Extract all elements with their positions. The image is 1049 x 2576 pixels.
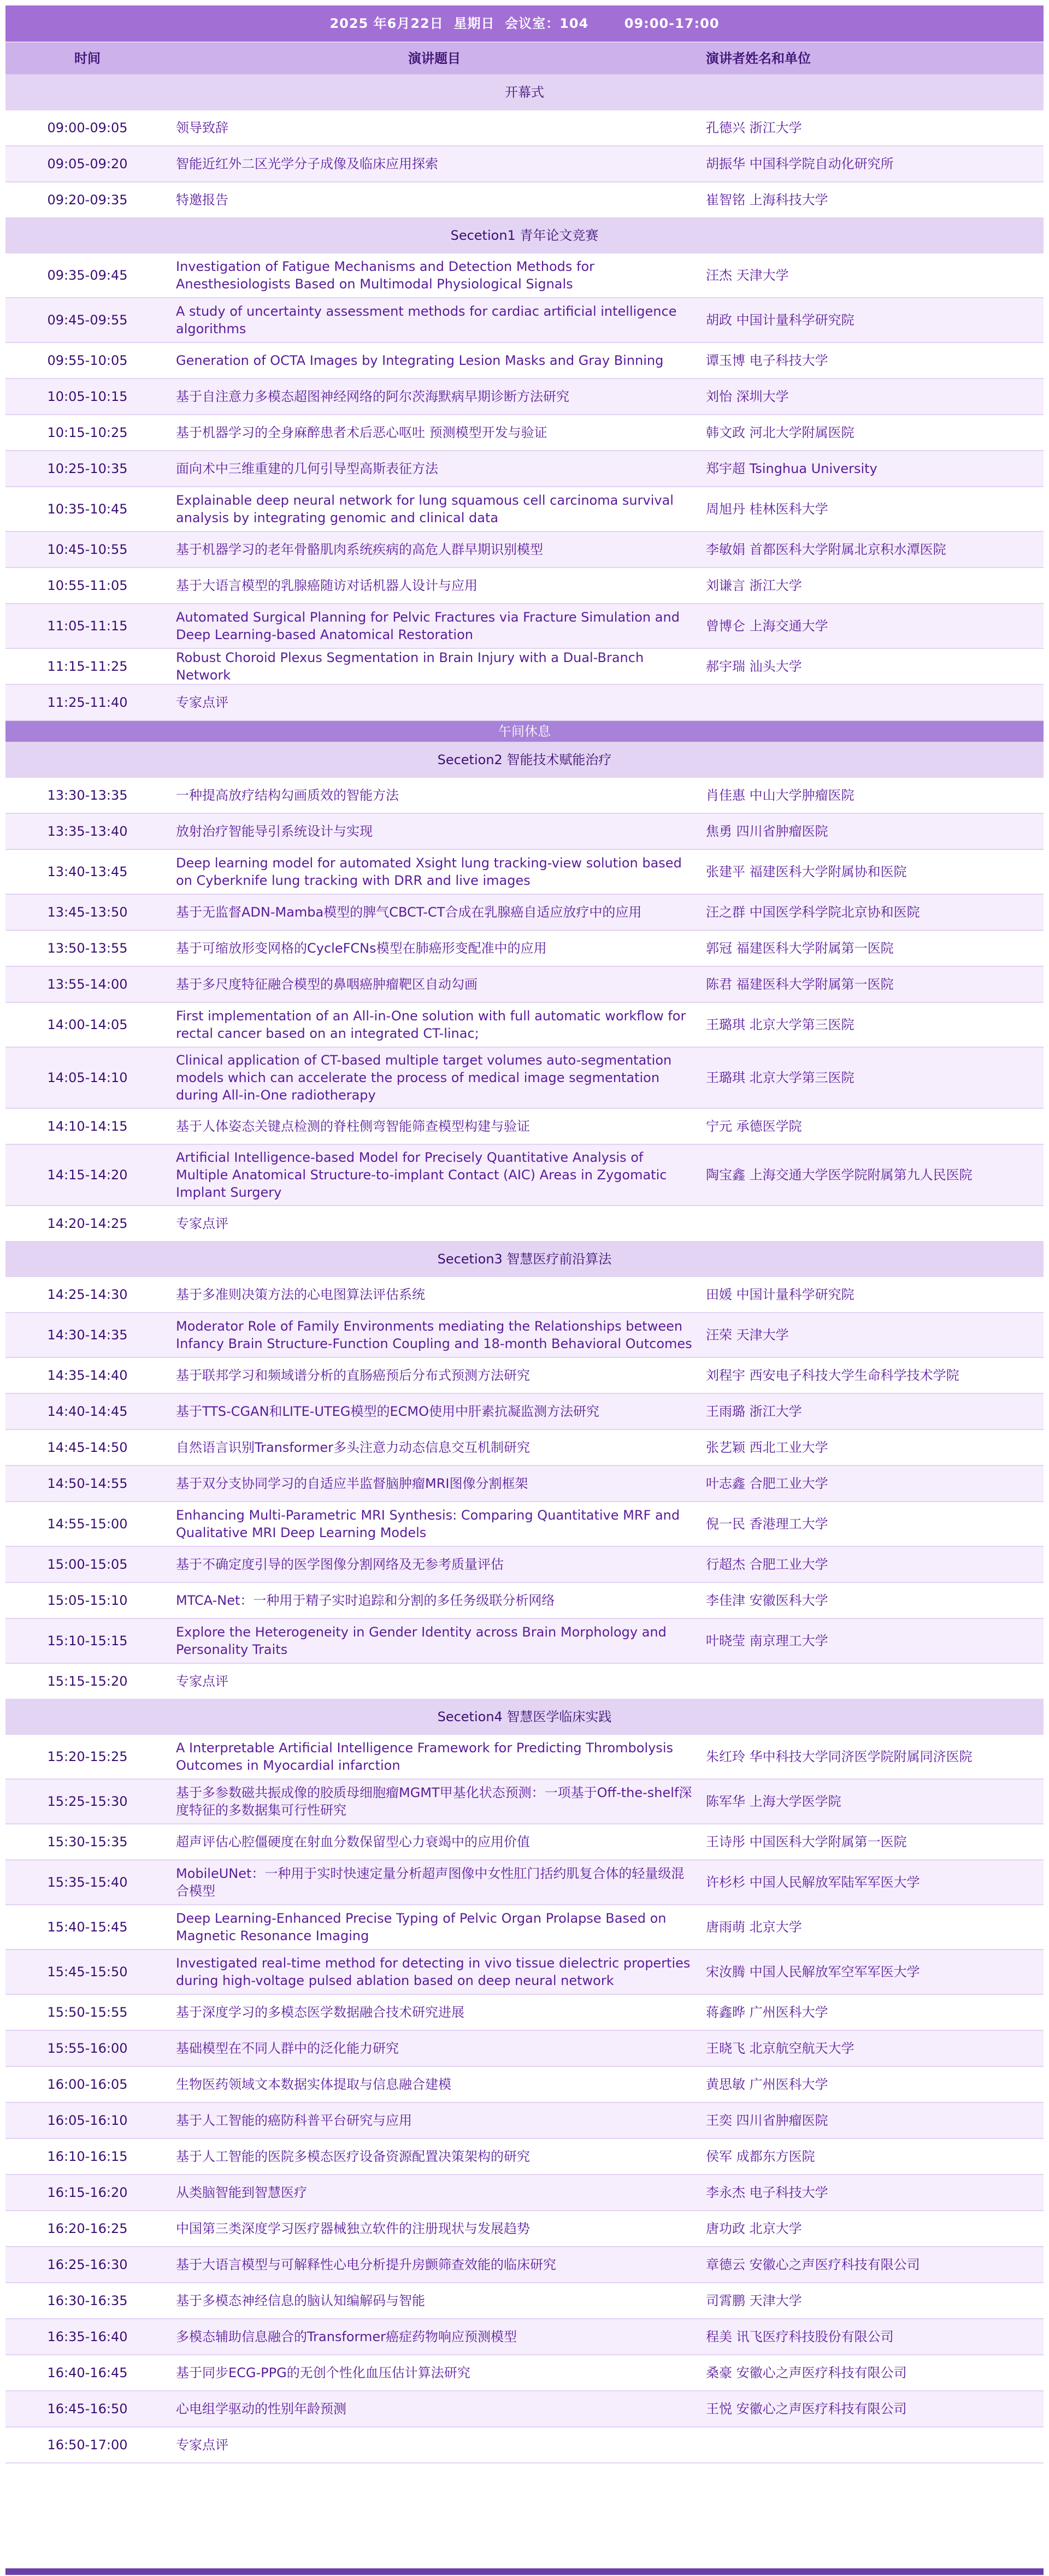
session-time: 13:55-14:00 (5, 966, 169, 1002)
session-title: 中国第三类深度学习医疗器械独立软件的注册现状与发展趋势 (169, 2211, 699, 2247)
session-speaker: 张艺颖 西北工业大学 (699, 1429, 1044, 1466)
session-title: 从类脑智能到智慧医疗 (169, 2175, 699, 2211)
session-time: 14:15-14:20 (5, 1144, 169, 1206)
session-title: Deep learning model for automated Xsight lung tracking-view solution based on Cyberknife lung tracking with DRR and live images (169, 849, 699, 894)
session-title: 基于自注意力多模态超图神经网络的阿尔茨海默病早期诊断方法研究 (169, 379, 699, 415)
session-title: Artificial Intelligence-based Model for Precisely Quantitative Analysis of Multiple Anatomical Structure-to-implant Contact (AIC) Areas in Zygomatic Implant Surgery (169, 1144, 699, 1206)
session-time: 10:45-10:55 (5, 531, 169, 568)
session-title: Clinical application of CT-based multiple target volumes auto-segmentation models which can accelerate the process of medical image segmentation during All-in-One radiotherapy (169, 1047, 699, 1108)
session-time: 09:55-10:05 (5, 342, 169, 379)
section-title: Secetion2 智能技术赋能治疗 (5, 742, 1044, 777)
session-row (5, 1144, 1044, 1206)
column-header-time: 时间 (5, 42, 169, 75)
session-time: 13:30-13:35 (5, 777, 169, 813)
session-speaker: 胡振华 中国科学院自动化研究所 (699, 146, 1044, 182)
session-row (5, 684, 1044, 720)
session-title: 基于深度学习的多模态医学数据融合技术研究进展 (169, 1994, 699, 2030)
session-row (5, 1949, 1044, 1994)
session-row (5, 1393, 1044, 1429)
session-speaker: 郑宇超 Tsinghua University (699, 451, 1044, 487)
session-title: Explore the Heterogeneity in Gender Identity across Brain Morphology and Personality Traits (169, 1618, 699, 1663)
session-speaker: 王奕 四川省肿瘤医院 (699, 2102, 1044, 2138)
session-speaker: 倪一民 香港理工大学 (699, 1502, 1044, 1546)
section-header (5, 75, 1044, 110)
session-title: 专家点评 (169, 1663, 699, 1699)
session-row (5, 568, 1044, 604)
session-speaker: 孔德兴 浙江大学 (699, 110, 1044, 146)
session-time: 16:00-16:05 (5, 2066, 169, 2102)
session-time: 15:35-15:40 (5, 1860, 169, 1905)
session-time: 15:40-15:45 (5, 1905, 169, 1949)
session-row (5, 2211, 1044, 2247)
session-row (5, 1734, 1044, 1779)
session-speaker: 许杉杉 中国人民解放军陆军军医大学 (699, 1860, 1044, 1905)
session-time: 14:25-14:30 (5, 1277, 169, 1313)
session-speaker: 李永杰 电子科技大学 (699, 2175, 1044, 2211)
session-title: 基于人工智能的医院多模态医疗设备资源配置决策架构的研究 (169, 2138, 699, 2175)
session-title: Enhancing Multi-Parametric MRI Synthesis: Comparing Quantitative MRF and Qualitative MRI Deep Learning Models (169, 1502, 699, 1546)
session-speaker: 肖佳惠 中山大学肿瘤医院 (699, 777, 1044, 813)
session-speaker: 宁元 承德医学院 (699, 1108, 1044, 1144)
session-speaker: 周旭丹 桂林医科大学 (699, 487, 1044, 531)
session-speaker: 陈军华 上海大学医学院 (699, 1779, 1044, 1824)
session-time: 16:40-16:45 (5, 2355, 169, 2391)
session-speaker: 黄思敏 广州医科大学 (699, 2066, 1044, 2102)
session-time: 15:50-15:55 (5, 1994, 169, 2030)
session-row (5, 777, 1044, 813)
section-title: Secetion3 智慧医疗前沿算法 (5, 1242, 1044, 1277)
section-title: Secetion1 青年论文竞赛 (5, 218, 1044, 253)
session-title: 基于不确定度引导的医学图像分割网络及无参考质量评估 (169, 1546, 699, 1582)
session-title: Investigated real-time method for detecting in vivo tissue dielectric properties during high-voltage pulsed ablation based on deep neural network (169, 1949, 699, 1994)
session-speaker: 桑豪 安徽心之声医疗科技有限公司 (699, 2355, 1044, 2391)
session-row (5, 1582, 1044, 1618)
session-title: 基于多参数磁共振成像的胶质母细胞瘤MGMT甲基化状态预测：一项基于Off-the-shelf深度特征的多数据集可行性研究 (169, 1779, 699, 1824)
session-time: 14:10-14:15 (5, 1108, 169, 1144)
session-title: 基于大语言模型的乳腺癌随访对话机器人设计与应用 (169, 568, 699, 604)
session-speaker (699, 684, 1044, 720)
session-speaker: 唐功政 北京大学 (699, 2211, 1044, 2247)
session-time: 14:00-14:05 (5, 1002, 169, 1047)
session-speaker: 王雨璐 浙江大学 (699, 1393, 1044, 1429)
session-speaker: 陈君 福建医科大学附属第一医院 (699, 966, 1044, 1002)
session-speaker (699, 1663, 1044, 1699)
session-time: 16:25-16:30 (5, 2247, 169, 2283)
session-title: 心电组学驱动的性别年龄预测 (169, 2391, 699, 2427)
session-time: 09:35-09:45 (5, 253, 169, 298)
session-row (5, 2355, 1044, 2391)
session-speaker: 叶晓莹 南京理工大学 (699, 1618, 1044, 1663)
session-time: 09:20-09:35 (5, 182, 169, 218)
schedule-table (5, 5, 1044, 2463)
break-row (5, 720, 1044, 742)
session-speaker: 朱红玲 华中科技大学同济医学院附属同济医院 (699, 1734, 1044, 1779)
session-speaker: 刘怡 深圳大学 (699, 379, 1044, 415)
session-speaker: 韩文政 河北大学附属医院 (699, 415, 1044, 451)
session-speaker: 谭玉博 电子科技大学 (699, 342, 1044, 379)
session-speaker: 刘程宇 西安电子科技大学生命科学技术学院 (699, 1357, 1044, 1393)
session-time: 10:05-10:15 (5, 379, 169, 415)
session-time: 16:30-16:35 (5, 2283, 169, 2319)
session-speaker: 胡政 中国计量科学研究院 (699, 298, 1044, 342)
session-title: 基于机器学习的全身麻醉患者术后恶心呕吐 预测模型开发与验证 (169, 415, 699, 451)
session-title: First implementation of an All-in-One solution with full automatic workflow for rectal cancer based on an integrated CT-linac; (169, 1002, 699, 1047)
session-time: 09:45-09:55 (5, 298, 169, 342)
section-header (5, 742, 1044, 777)
session-row (5, 342, 1044, 379)
header-date: 2025 年6月22日 (329, 16, 444, 31)
session-title: 特邀报告 (169, 182, 699, 218)
session-time: 14:45-14:50 (5, 1429, 169, 1466)
column-header-speaker: 演讲者姓名和单位 (699, 42, 1044, 75)
session-speaker: 李敏娟 首都医科大学附属北京积水潭医院 (699, 531, 1044, 568)
session-row (5, 648, 1044, 684)
session-row (5, 1824, 1044, 1860)
session-row (5, 531, 1044, 568)
session-title: 基于多模态神经信息的脑认知编解码与智能 (169, 2283, 699, 2319)
session-time: 16:50-17:00 (5, 2427, 169, 2463)
session-row (5, 813, 1044, 849)
session-time: 16:10-16:15 (5, 2138, 169, 2175)
session-row (5, 1002, 1044, 1047)
session-time: 11:05-11:15 (5, 604, 169, 648)
session-speaker: 王诗彤 中国医科大学附属第一医院 (699, 1824, 1044, 1860)
session-time: 15:10-15:15 (5, 1618, 169, 1663)
session-speaker: 汪之群 中国医学科学院北京协和医院 (699, 894, 1044, 930)
session-speaker: 唐雨萌 北京大学 (699, 1905, 1044, 1949)
session-speaker: 郭冠 福建医科大学附属第一医院 (699, 930, 1044, 966)
session-row (5, 2427, 1044, 2463)
session-speaker: 王璐琪 北京大学第三医院 (699, 1047, 1044, 1108)
session-time: 11:15-11:25 (5, 648, 169, 684)
session-speaker: 汪荣 天津大学 (699, 1313, 1044, 1357)
session-time: 11:25-11:40 (5, 684, 169, 720)
session-time: 16:05-16:10 (5, 2102, 169, 2138)
session-time: 14:40-14:45 (5, 1393, 169, 1429)
header-room: 会议室：104 (505, 16, 589, 31)
schedule-header-cell (5, 5, 1044, 42)
session-title: 生物医药领域文本数据实体提取与信息融合建模 (169, 2066, 699, 2102)
session-speaker: 焦勇 四川省肿瘤医院 (699, 813, 1044, 849)
session-title: 基于TTS-CGAN和LITE-UTEG模型的ECMO使用中肝素抗凝监测方法研究 (169, 1393, 699, 1429)
session-time: 13:45-13:50 (5, 894, 169, 930)
session-speaker: 章德云 安徽心之声医疗科技有限公司 (699, 2247, 1044, 2283)
session-speaker (699, 1206, 1044, 1242)
session-time: 15:30-15:35 (5, 1824, 169, 1860)
session-row (5, 415, 1044, 451)
session-time: 09:00-09:05 (5, 110, 169, 146)
session-row (5, 379, 1044, 415)
session-time: 14:55-15:00 (5, 1502, 169, 1546)
session-time: 14:05-14:10 (5, 1047, 169, 1108)
session-speaker: 曾博仑 上海交通大学 (699, 604, 1044, 648)
session-row (5, 146, 1044, 182)
session-row (5, 2247, 1044, 2283)
session-title: MobileUNet：一种用于实时快速定量分析超声图像中女性肛门括约肌复合体的轻量级混合模型 (169, 1860, 699, 1905)
session-speaker: 王璐琪 北京大学第三医院 (699, 1002, 1044, 1047)
session-title: 基于双分支协同学习的自适应半监督脑肿瘤MRI图像分割框架 (169, 1466, 699, 1502)
session-title: 面向术中三维重建的几何引导型高斯表征方法 (169, 451, 699, 487)
session-speaker: 叶志鑫 合肥工业大学 (699, 1466, 1044, 1502)
session-title: Robust Choroid Plexus Segmentation in Brain Injury with a Dual-Branch Network (169, 648, 699, 684)
session-time: 16:35-16:40 (5, 2319, 169, 2355)
session-row (5, 1994, 1044, 2030)
session-time: 10:55-11:05 (5, 568, 169, 604)
header-weekday: 星期日 (453, 16, 495, 31)
session-row (5, 1466, 1044, 1502)
session-time: 14:35-14:40 (5, 1357, 169, 1393)
session-title: 基于同步ECG-PPG的无创个性化血压估计算法研究 (169, 2355, 699, 2391)
session-speaker: 汪杰 天津大学 (699, 253, 1044, 298)
section-title: Secetion4 智慧医学临床实践 (5, 1699, 1044, 1734)
session-row (5, 1357, 1044, 1393)
session-title: 基于机器学习的老年骨骼肌肉系统疾病的高危人群早期识别模型 (169, 531, 699, 568)
session-row (5, 930, 1044, 966)
session-row (5, 2102, 1044, 2138)
session-title: Generation of OCTA Images by Integrating Lesion Masks and Gray Binning (169, 342, 699, 379)
session-time: 15:55-16:00 (5, 2030, 169, 2066)
schedule-header-bar (5, 5, 1044, 42)
session-time: 16:20-16:25 (5, 2211, 169, 2247)
session-time: 14:30-14:35 (5, 1313, 169, 1357)
session-row (5, 451, 1044, 487)
session-row (5, 182, 1044, 218)
session-title: 一种提高放疗结构勾画质效的智能方法 (169, 777, 699, 813)
session-title: 自然语言识别Transformer多头注意力动态信息交互机制研究 (169, 1429, 699, 1466)
session-row (5, 1429, 1044, 1466)
session-title: 超声评估心腔僵硬度在射血分数保留型心力衰竭中的应用价值 (169, 1824, 699, 1860)
section-header (5, 1242, 1044, 1277)
break-label: 午间休息 (5, 720, 1044, 742)
session-title: 放射治疗智能导引系统设计与实现 (169, 813, 699, 849)
session-time: 10:35-10:45 (5, 487, 169, 531)
session-title: Moderator Role of Family Environments mediating the Relationships between Infancy Brain Structure-Function Coupling and 18-month Behavioral Outcomes (169, 1313, 699, 1357)
session-speaker: 张建平 福建医科大学附属协和医院 (699, 849, 1044, 894)
session-title: 专家点评 (169, 2427, 699, 2463)
session-title: Deep Learning-Enhanced Precise Typing of Pelvic Organ Prolapse Based on Magnetic Resonance Imaging (169, 1905, 699, 1949)
session-speaker: 王晓飞 北京航空航天大学 (699, 2030, 1044, 2066)
session-time: 15:20-15:25 (5, 1734, 169, 1779)
session-row (5, 1206, 1044, 1242)
session-row (5, 1313, 1044, 1357)
session-row (5, 1047, 1044, 1108)
session-speaker: 李佳津 安徽医科大学 (699, 1582, 1044, 1618)
session-speaker: 崔智铭 上海科技大学 (699, 182, 1044, 218)
session-time: 09:05-09:20 (5, 146, 169, 182)
session-row (5, 1860, 1044, 1905)
column-header-title: 演讲题目 (169, 42, 699, 75)
section-header (5, 218, 1044, 253)
session-time: 15:00-15:05 (5, 1546, 169, 1582)
section-title: 开幕式 (5, 75, 1044, 110)
session-time: 15:25-15:30 (5, 1779, 169, 1824)
column-header-row (5, 42, 1044, 75)
session-title: 基于无监督ADN-Mamba模型的脾气CBCT-CT合成在乳腺癌自适应放疗中的应用 (169, 894, 699, 930)
session-time: 13:50-13:55 (5, 930, 169, 966)
session-title: 多模态辅助信息融合的Transformer癌症药物响应预测模型 (169, 2319, 699, 2355)
session-speaker: 宋汝腾 中国人民解放军空军军医大学 (699, 1949, 1044, 1994)
session-title: 基于人工智能的癌防科普平台研究与应用 (169, 2102, 699, 2138)
session-row (5, 2030, 1044, 2066)
session-row (5, 298, 1044, 342)
session-speaker: 田媛 中国计量科学研究院 (699, 1277, 1044, 1313)
session-row (5, 894, 1044, 930)
session-row (5, 2138, 1044, 2175)
session-title: 基于多准则决策方法的心电图算法评估系统 (169, 1277, 699, 1313)
session-title: A study of uncertainty assessment methods for cardiac artificial intelligence algorithms (169, 298, 699, 342)
session-row (5, 966, 1044, 1002)
session-title: MTCA-Net：一种用于精子实时追踪和分割的多任务级联分析网络 (169, 1582, 699, 1618)
session-title: Investigation of Fatigue Mechanisms and Detection Methods for Anesthesiologists Based on Multimodal Physiological Signals (169, 253, 699, 298)
session-speaker: 侯军 成都东方医院 (699, 2138, 1044, 2175)
session-title: A Interpretable Artificial Intelligence Framework for Predicting Thrombolysis Outcomes in Myocardial infarction (169, 1734, 699, 1779)
session-row (5, 2066, 1044, 2102)
header-hours: 09:00-17:00 (624, 16, 720, 31)
session-time: 16:45-16:50 (5, 2391, 169, 2427)
session-time: 14:50-14:55 (5, 1466, 169, 1502)
session-title: 基于多尺度特征融合模型的鼻咽癌肿瘤靶区自动勾画 (169, 966, 699, 1002)
session-time: 15:15-15:20 (5, 1663, 169, 1699)
session-time: 16:15-16:20 (5, 2175, 169, 2211)
session-title: 基于大语言模型与可解释性心电分析提升房颤筛查效能的临床研究 (169, 2247, 699, 2283)
session-speaker: 行超杰 合肥工业大学 (699, 1546, 1044, 1582)
session-row (5, 1905, 1044, 1949)
session-row (5, 2175, 1044, 2211)
session-title: 专家点评 (169, 684, 699, 720)
session-row (5, 2391, 1044, 2427)
session-speaker: 郝宇瑞 汕头大学 (699, 648, 1044, 684)
session-row (5, 253, 1044, 298)
session-row (5, 1502, 1044, 1546)
session-title: 基于人体姿态关键点检测的脊柱侧弯智能筛查模型构建与验证 (169, 1108, 699, 1144)
session-row (5, 1618, 1044, 1663)
session-title: 基于可缩放形变网格的CycleFCNs模型在肺癌形变配准中的应用 (169, 930, 699, 966)
session-row (5, 1779, 1044, 1824)
session-title: 基于联邦学习和频域谱分析的直肠癌预后分布式预测方法研究 (169, 1357, 699, 1393)
session-title: 领导致辞 (169, 110, 699, 146)
session-title: Explainable deep neural network for lung squamous cell carcinoma survival analysis by integrating genomic and clinical data (169, 487, 699, 531)
session-title: Automated Surgical Planning for Pelvic Fractures via Fracture Simulation and Deep Learning-based Anatomical Restoration (169, 604, 699, 648)
session-row (5, 2319, 1044, 2355)
session-speaker: 司霄鹏 天津大学 (699, 2283, 1044, 2319)
session-speaker: 刘谦言 浙江大学 (699, 568, 1044, 604)
session-speaker: 蒋鑫晔 广州医科大学 (699, 1994, 1044, 2030)
section-header (5, 1699, 1044, 1734)
session-row (5, 1546, 1044, 1582)
session-time: 15:05-15:10 (5, 1582, 169, 1618)
session-title: 专家点评 (169, 1206, 699, 1242)
session-row (5, 2283, 1044, 2319)
session-speaker: 陶宝鑫 上海交通大学医学院附属第九人民医院 (699, 1144, 1044, 1206)
session-row (5, 1277, 1044, 1313)
session-time: 15:45-15:50 (5, 1949, 169, 1994)
session-time: 13:35-13:40 (5, 813, 169, 849)
session-row (5, 1663, 1044, 1699)
session-title: 智能近红外二区光学分子成像及临床应用探索 (169, 146, 699, 182)
footer-bar (5, 2568, 1044, 2575)
session-row (5, 1108, 1044, 1144)
session-row (5, 849, 1044, 894)
session-speaker (699, 2427, 1044, 2463)
session-time: 10:15-10:25 (5, 415, 169, 451)
session-time: 13:40-13:45 (5, 849, 169, 894)
session-row (5, 604, 1044, 648)
session-speaker: 程美 讯飞医疗科技股份有限公司 (699, 2319, 1044, 2355)
session-row (5, 110, 1044, 146)
session-row (5, 487, 1044, 531)
session-speaker: 王悦 安徽心之声医疗科技有限公司 (699, 2391, 1044, 2427)
session-title: 基础模型在不同人群中的泛化能力研究 (169, 2030, 699, 2066)
session-time: 14:20-14:25 (5, 1206, 169, 1242)
session-time: 10:25-10:35 (5, 451, 169, 487)
